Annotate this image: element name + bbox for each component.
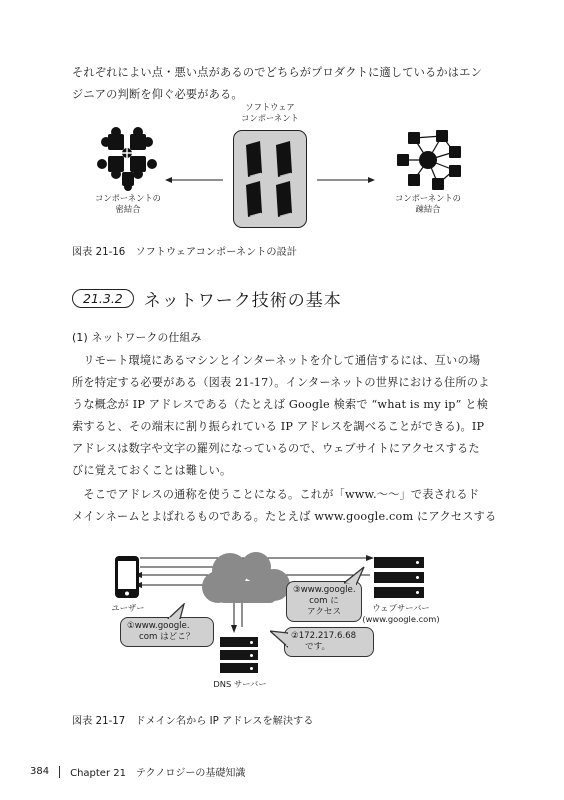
page-footer bbox=[30, 764, 245, 779]
bubble-answer bbox=[284, 627, 374, 657]
subsection-heading: (1) ネットワークの仕組み bbox=[72, 331, 202, 344]
page-number: 384 bbox=[30, 766, 50, 777]
user-label: ユーザー bbox=[111, 603, 145, 613]
bubble-answer-tail bbox=[270, 629, 288, 651]
dns-server-icon bbox=[220, 637, 260, 677]
web-server-rack bbox=[374, 587, 424, 598]
arrow-right bbox=[315, 175, 375, 185]
paragraph-2-line: そこでアドレスの通称を使うことになる。これが「www.～～」で表されるド bbox=[72, 488, 480, 501]
loose-coupling-label-line1: コンポーネントの bbox=[395, 193, 461, 203]
bubble-access-line1: ③www.google. bbox=[293, 585, 356, 595]
figure-21-16 bbox=[70, 100, 494, 240]
smartphone-icon bbox=[114, 555, 140, 599]
network-nodes-icon bbox=[394, 130, 464, 190]
bubble-question-tail bbox=[166, 603, 188, 619]
bubble-question-line2: com はどこ？ bbox=[139, 632, 195, 642]
loose-coupling-label-line2: 疎結合 bbox=[415, 204, 441, 214]
intro-line-2: ジニアの判断を仰ぐ必要がある。 bbox=[72, 88, 243, 101]
paragraph-2 bbox=[72, 484, 496, 528]
cloud-icon bbox=[198, 551, 294, 609]
dns-server-rack bbox=[220, 650, 258, 660]
dns-server-label: DNS サーバー bbox=[213, 679, 267, 689]
software-component-box bbox=[233, 130, 307, 228]
bubble-question bbox=[120, 617, 214, 647]
dns-server-rack bbox=[220, 663, 258, 673]
web-server-label-line2: (www.google.com) bbox=[362, 614, 440, 624]
figure-21-17-caption: 図表 21-17 ドメイン名から IP アドレスを解決する bbox=[72, 716, 314, 727]
tight-coupling-label-line2: 密結合 bbox=[115, 204, 141, 214]
paragraph-1-line: 索すると、その端末に割り振られている IP アドレスを調べることができる)。IP bbox=[72, 420, 485, 433]
dns-server-rack bbox=[220, 637, 258, 647]
bubble-access bbox=[286, 581, 362, 622]
software-component-label-line2: コンポーネント bbox=[241, 113, 299, 123]
section-title: ネットワーク技術の基本 bbox=[143, 291, 342, 311]
bubble-access-line2: com に bbox=[309, 596, 339, 606]
loose-coupling-label bbox=[378, 193, 478, 215]
paragraph-2-line: メインネームとよばれるものである。たとえば www.google.com にアクセスする bbox=[72, 510, 497, 523]
paragraph-1-line: アドレスは数字や文字の羅列になっているので、ウェブサイトにアクセスするた bbox=[72, 442, 480, 455]
paragraph-1 bbox=[72, 350, 490, 482]
paragraph-1-line: うな概念が IP アドレスである（たとえば Google 検索で “what is my ip” と検 bbox=[72, 398, 489, 411]
web-server-icon bbox=[374, 557, 426, 603]
bubble-answer-line2: です。 bbox=[305, 642, 331, 652]
puzzle-icon bbox=[94, 126, 162, 192]
web-server-label-line1: ウェブサーバー bbox=[372, 603, 430, 613]
software-component-label bbox=[220, 102, 320, 124]
paragraph-1-line: リモート環境にあるマシンとインターネットを介して通信するには、互いの場 bbox=[72, 354, 481, 367]
bubble-question-line1: ①www.google. bbox=[127, 621, 190, 631]
footer-divider bbox=[59, 766, 60, 778]
web-server-rack bbox=[374, 572, 424, 583]
paragraph-1-line: びに覚えておくことは難しい。 bbox=[72, 464, 232, 477]
figure-21-17 bbox=[100, 545, 460, 705]
section-heading bbox=[72, 286, 342, 311]
tight-coupling-label bbox=[78, 193, 178, 215]
software-component-label-line1: ソフトウェア bbox=[245, 102, 295, 112]
chapter-title: Chapter 21 テクノロジーの基礎知識 bbox=[70, 768, 246, 779]
bubble-access-tail bbox=[344, 565, 366, 585]
books-icon bbox=[234, 131, 306, 227]
intro-line-1: それぞれによい点・悪い点があるのでどちらがプロダクトに適しているかはエン bbox=[72, 66, 482, 79]
tight-coupling-label-line1: コンポーネントの bbox=[95, 193, 161, 203]
section-number: 21.3.2 bbox=[72, 289, 134, 308]
web-server-rack bbox=[374, 557, 424, 568]
paragraph-1-line: 所を特定する必要がある（図表 21-17）。インターネットの世界における住所のよ bbox=[72, 376, 490, 389]
bubble-access-line3: アクセス bbox=[306, 607, 342, 617]
arrow-left bbox=[165, 175, 225, 185]
bubble-answer-line1: ②172.217.6.68 bbox=[291, 631, 357, 641]
figure-21-16-caption: 図表 21-16 ソフトウェアコンポーネントの設計 bbox=[72, 247, 297, 258]
web-server-label bbox=[356, 603, 446, 625]
